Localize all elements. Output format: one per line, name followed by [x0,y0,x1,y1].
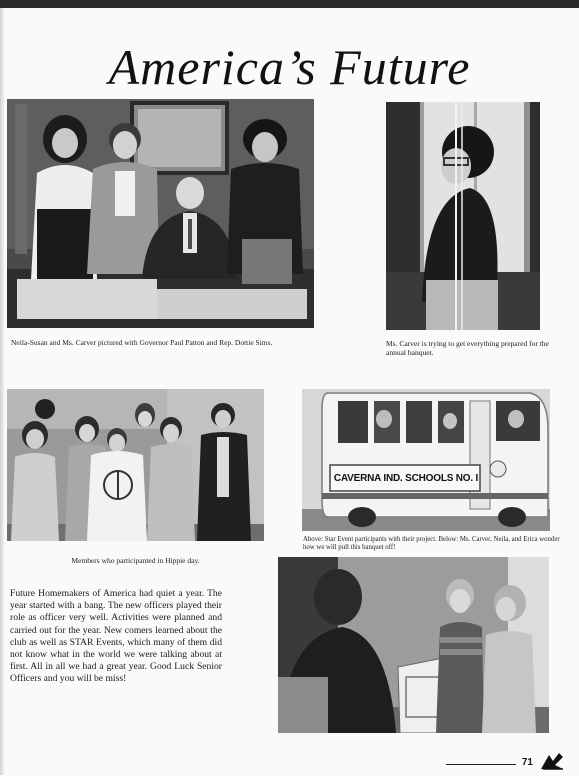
caption-carver: Ms. Carver is trying to get everything prepared for the annual banquet. [386,339,549,357]
caption-star-event: Above: Star Event participants with their project. Below: Ms. Carver, Neila, and Erica wonder how we will pull this banquet off! [303,536,560,551]
article-body-text: Future Homemakers of America had quiet a year. The year started with a bang. The new officers played their role as officer very well. Activities were planned and carried out for the year. New comers learned about the club as well as STAR Events, which many of them did not know what in the world we were talking about at first. All in all we had a great year. Good Luck Senior Officers and you will be miss! [10,588,222,685]
caption-hippie-day: Members who participanted in Hippie day. [71,556,200,565]
photo-carver [386,102,540,330]
folio-rule [446,764,516,765]
photo-hippie-day [7,389,264,541]
caption-governor: Neila-Susan and Ms. Carver pictured with Governor Paul Patton and Rep. Dottie Sims. [11,338,273,347]
photo-star-event [302,389,550,531]
bus-sign-text: CAVERNA IND. SCHOOLS NO. I [333,473,479,484]
page-number: 71 [521,757,533,768]
page-gutter-shadow [0,8,5,775]
photo-governor [7,99,314,328]
photo-banquet-planning [278,557,549,733]
yearbook-logo-icon [539,751,565,771]
page-title: America’s Future [108,39,471,95]
top-border [0,0,579,8]
